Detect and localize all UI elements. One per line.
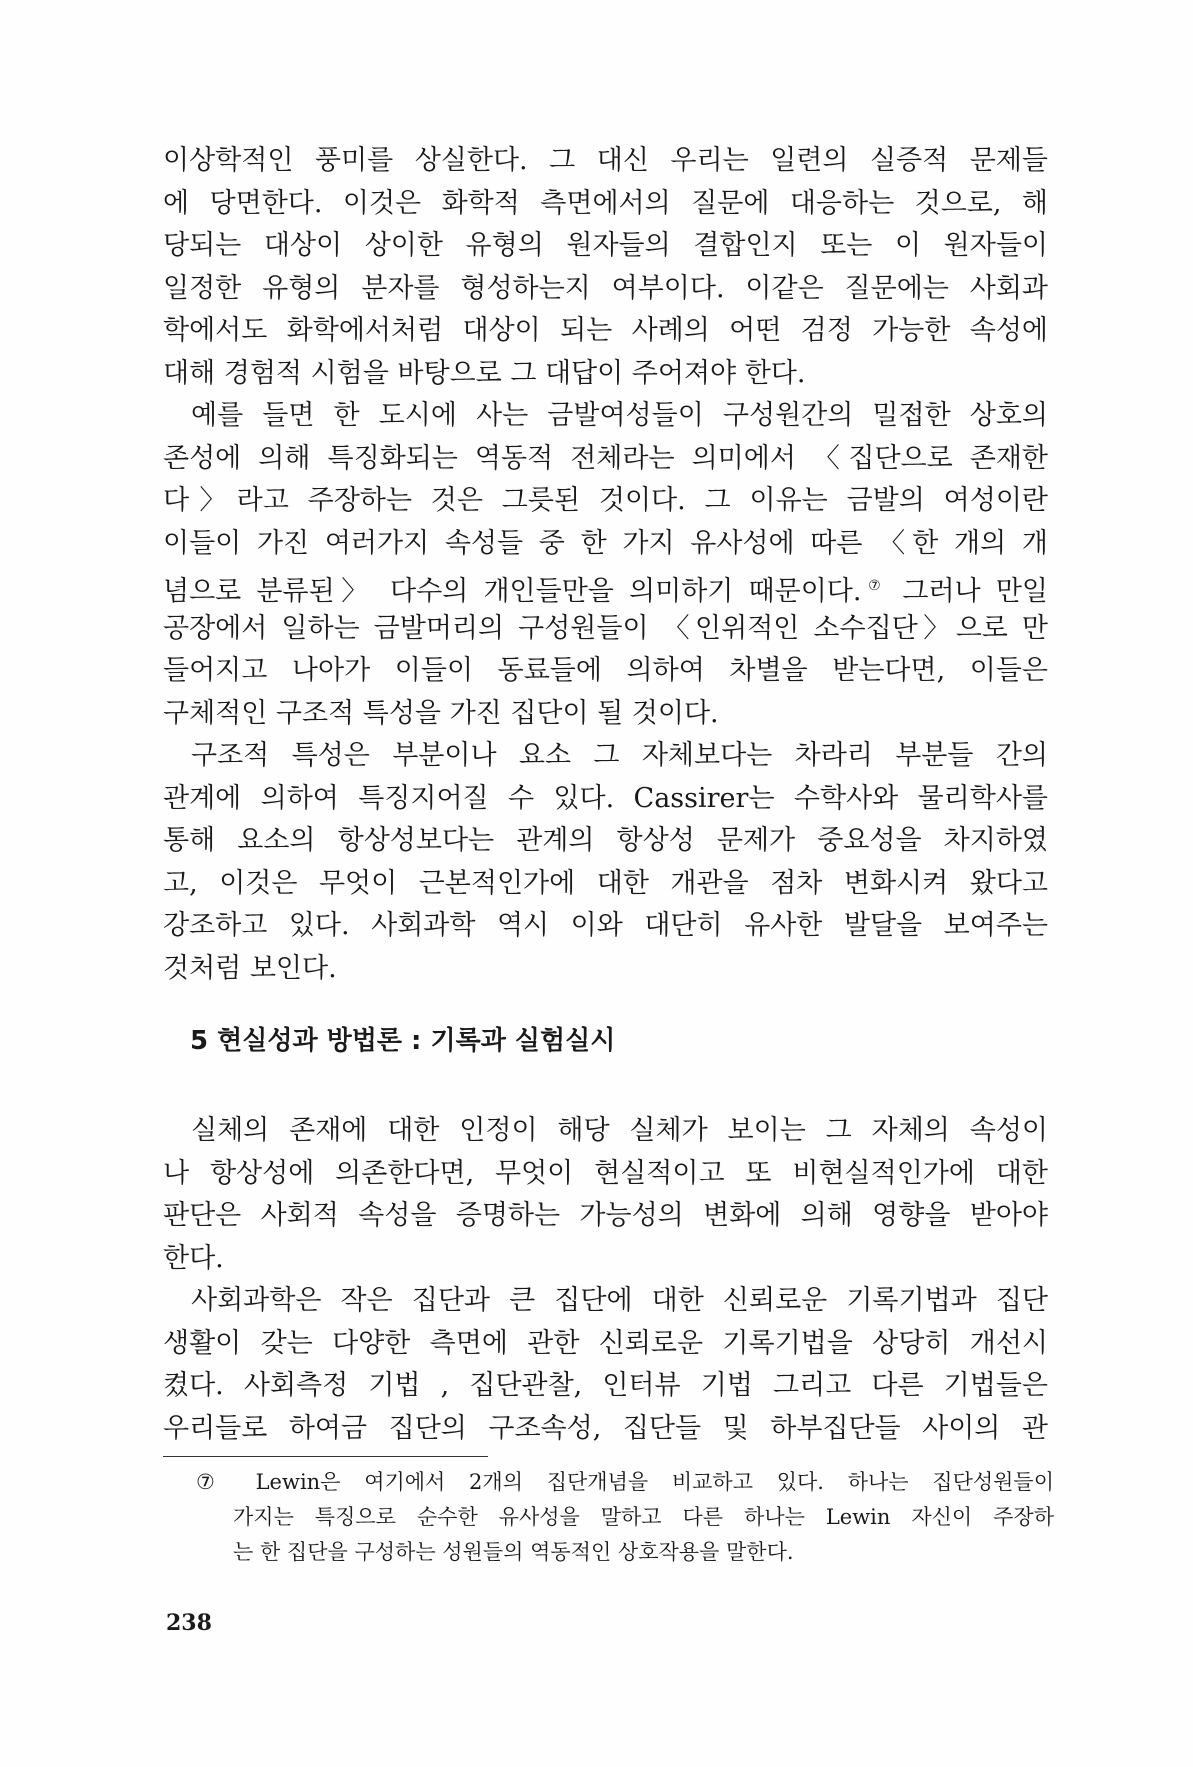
text-line: 다〉라고 주장하는 것은 그릇된 것이다. 그 이유는 금발의 여성이란 bbox=[163, 485, 1048, 516]
text-line: 존성에 의해 특징화되는 역동적 전체라는 의미에서 〈집단으로 존재한 bbox=[163, 442, 1048, 474]
text-line: 나 항상성에 의존한다면, 무엇이 현실적이고 또 비현실적인가에 대한 bbox=[163, 1157, 1048, 1189]
text-line: 일정한 유형의 분자를 형성하는지 여부이다. 이같은 질문에는 사회과 bbox=[163, 272, 1048, 304]
footnote-line: 가지는 특징으로 순수한 유사성을 말하고 다른 하나는 Lewin 자신이 주장하 bbox=[233, 1505, 1054, 1529]
text-line: 공장에서 일하는 금발머리의 구성원들이 〈인위적인 소수집단〉으로 만 bbox=[163, 612, 1048, 644]
footnote bbox=[196, 1465, 1054, 1570]
footnote-ref: ⑦ bbox=[861, 578, 888, 594]
text-line-with-footnote-ref bbox=[163, 565, 1048, 608]
paragraph-start-line: 구조적 특성은 부분이나 요소 그 자체보다는 차라리 부분들 간의 bbox=[191, 740, 1048, 771]
text-line: 구체적인 구조적 특성을 가진 집단이 될 것이다. bbox=[163, 697, 719, 729]
paragraph-start-line: 실체의 존재에 대한 인정이 해당 실체가 보이는 그 자체의 속성이 bbox=[191, 1115, 1048, 1146]
text-line: 에 당면한다. 이것은 화학적 측면에서의 질문에 대응하는 것으로, 해 bbox=[163, 187, 1048, 219]
text-line: 당되는 대상이 상이한 유형의 원자들의 결합인지 또는 이 원자들이 bbox=[163, 230, 1048, 261]
text-line: 관계에 의하여 특징지어질 수 있다. Cassirer는 수학사와 물리학사를 bbox=[163, 782, 1048, 814]
text-line: 통해 요소의 항상성보다는 관계의 항상성 문제가 중요성을 차지하였 bbox=[163, 825, 1048, 856]
text-line: 학에서도 화학에서처럼 대상이 되는 사례의 어떤 검정 가능한 속성에 bbox=[163, 315, 1048, 346]
text-line: 고, 이것은 무엇이 근본적인가에 대한 개관을 점차 변화시켜 왔다고 bbox=[163, 867, 1048, 899]
footnote-line: 는 한 집단을 구성하는 성원들의 역동적인 상호작용을 말한다. bbox=[233, 1540, 794, 1564]
text-line: 판단은 사회적 속성을 증명하는 가능성의 변화에 의해 영향을 받아야 bbox=[163, 1200, 1048, 1231]
text-line: 강조하고 있다. 사회과학 역시 이와 대단히 유사한 발달을 보여주는 bbox=[163, 910, 1048, 941]
text-line: 한다. bbox=[163, 1242, 224, 1274]
text-line: 이들이 가진 여러가지 속성들 중 한 가지 유사성에 따른 〈한 개의 개 bbox=[163, 527, 1048, 559]
text-line: 켰다. 사회측정 기법 , 집단관찰, 인터뷰 기법 그리고 다른 기법들은 bbox=[163, 1370, 1048, 1401]
page-number: 238 bbox=[166, 1610, 212, 1636]
footnote-divider bbox=[163, 1456, 488, 1457]
body-text-section-b bbox=[163, 1110, 1048, 1450]
section-heading: 5 현실성과 방법론 : 기록과 실험실시 bbox=[190, 1026, 616, 1056]
paragraph-start-line: 예를 들면 한 도시에 사는 금발여성들이 구성원간의 밀접한 상호의 bbox=[191, 400, 1048, 431]
text-line: 이상학적인 풍미를 상실한다. 그 대신 우리는 일련의 실증적 문제들 bbox=[163, 145, 1048, 176]
text-line: 대해 경험적 시험을 바탕으로 그 대답이 주어져야 한다. bbox=[163, 357, 806, 389]
text-line: 것처럼 보인다. bbox=[163, 952, 337, 984]
text-segment: 념으로 분류된〉 다수의 개인들만을 의미하기 때문이다. bbox=[163, 576, 862, 607]
text-segment: 그러나 만일 bbox=[887, 576, 1048, 607]
text-line: 우리들로 하여금 집단의 구조속성, 집단들 및 하부집단들 사이의 관 bbox=[163, 1412, 1048, 1444]
text-line: 들어지고 나아가 이들이 동료들에 의하여 차별을 받는다면, 이들은 bbox=[163, 655, 1048, 686]
text-line: 생활이 갖는 다양한 측면에 관한 신뢰로운 기록기법을 상당히 개선시 bbox=[163, 1327, 1048, 1359]
body-text-section-a bbox=[163, 140, 1048, 990]
paragraph-start-line: 사회과학은 작은 집단과 큰 집단에 대한 신뢰로운 기록기법과 집단 bbox=[191, 1285, 1048, 1316]
footnote-line: ⑦ Lewin은 여기에서 2개의 집단개념을 비교하고 있다. 하나는 집단성원들이 bbox=[196, 1470, 1054, 1494]
